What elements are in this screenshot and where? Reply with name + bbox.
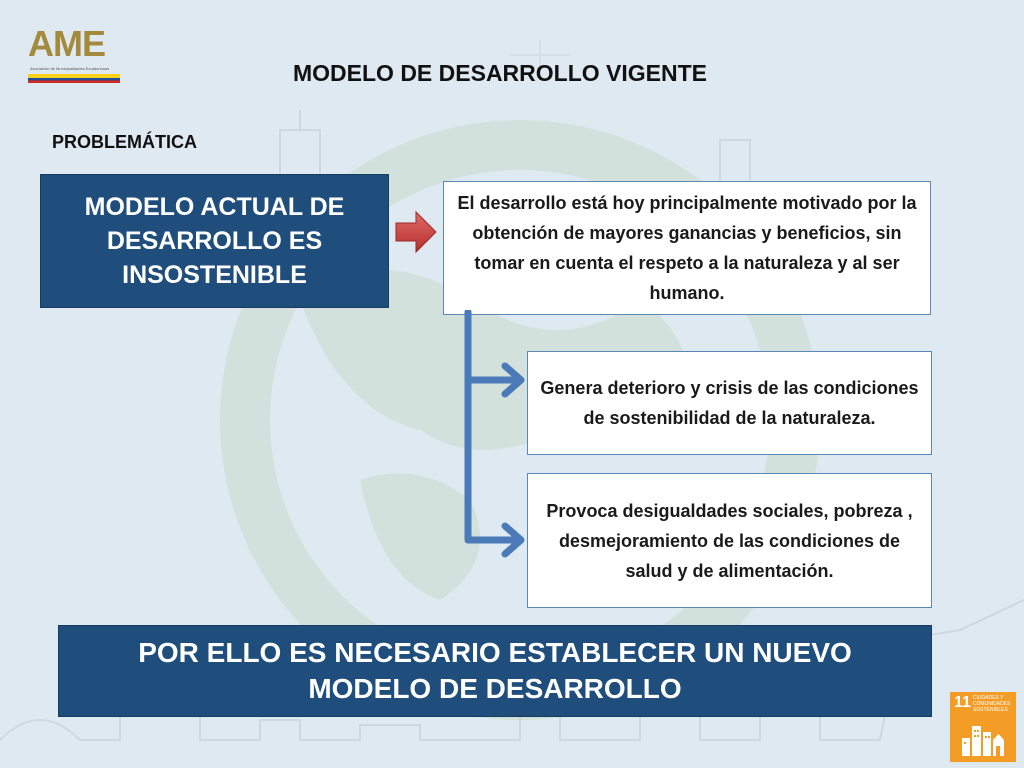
logo-subtitle: Asociación de Municipalidades Ecuatorianas	[30, 66, 110, 71]
sdg-11-badge	[950, 692, 1016, 762]
cause-box	[443, 181, 931, 315]
main-statement-box	[40, 174, 389, 308]
logo-text: AME	[28, 23, 105, 64]
conclusion-box	[58, 625, 932, 717]
conclusion-text: POR ELLO ES NECESARIO ESTABLECER UN NUEVO MODELO DE DESARROLLO	[138, 637, 852, 704]
effect-social-text: Provoca desigualdades sociales, pobreza , desmejoramiento de las condiciones de salud y de alimentación.	[546, 500, 913, 581]
sdg-number: 11	[954, 694, 971, 711]
section-subtitle: PROBLEMÁTICA	[52, 132, 197, 152]
effect-nature-text: Genera deterioro y crisis de las condiciones de sostenibilidad de la naturaleza.	[540, 378, 919, 428]
sdg-label: CIUDADES Y COMUNIDADES SOSTENIBLES	[972, 695, 1011, 713]
main-statement-text: MODELO ACTUAL DE DESARROLLO ES INSOSTENIBLE	[84, 193, 345, 289]
effect-box-nature	[527, 351, 932, 455]
page-title: MODELO DE DESARROLLO VIGENTE	[292, 60, 708, 86]
red-arrow-icon	[394, 210, 438, 254]
effect-box-social	[527, 473, 932, 608]
city-icon	[962, 720, 1004, 756]
cause-text: El desarrollo está hoy principalmente motivado por la obtención de mayores ganancias y beneficios, sin tomar en cuenta el respeto a la naturaleza y al ser humano.	[457, 193, 917, 303]
connector-arrow-icon	[455, 310, 535, 560]
